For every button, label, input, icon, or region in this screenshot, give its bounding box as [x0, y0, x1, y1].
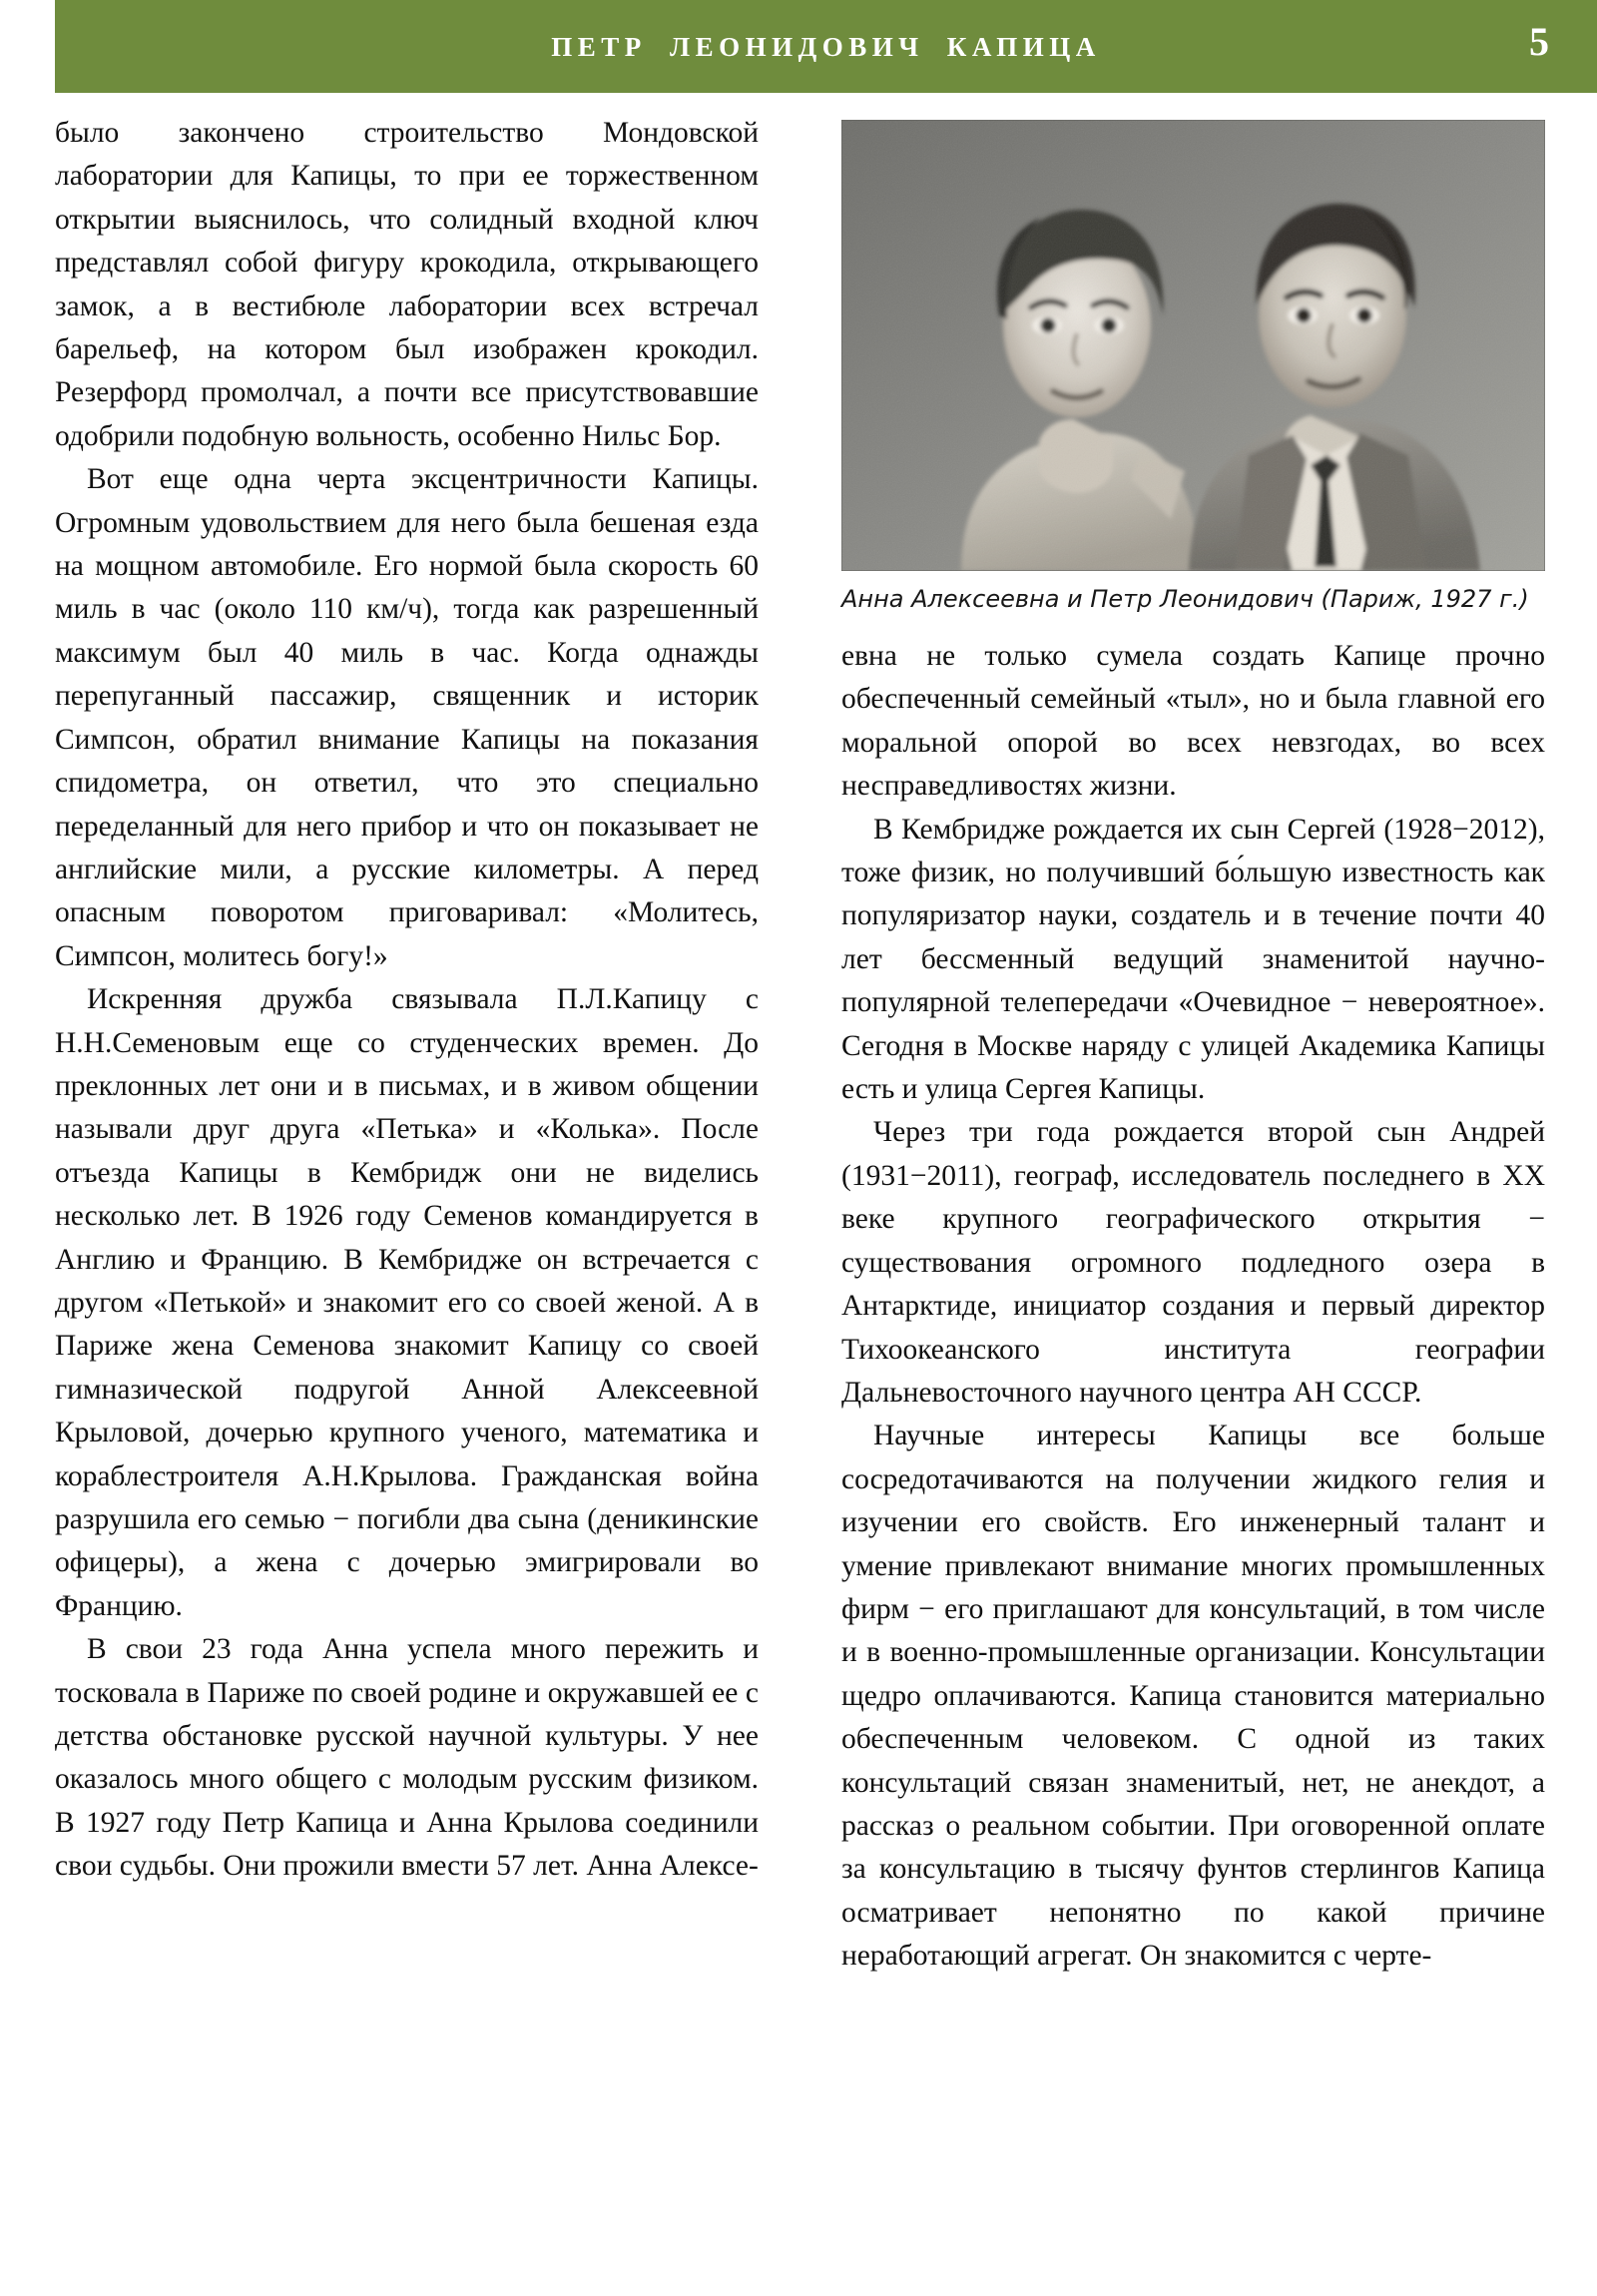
paragraph: В Кембридже рождается их сын Сергей (1928−2012), тоже физик, но получивший бо́льшую известность как популяризатор науки, создатель и в течение почти 40 лет бессменный ведущий знаменитой научно-популярной телепередачи «Очевидное − невероятное». Сегодня в Москве наряду с улицей Академика Капицы есть и улица Сергея Капицы.	[841, 813, 1545, 1106]
running-header-title: ПЕТР ЛЕОНИДОВИЧ КАПИЦА	[551, 32, 1101, 62]
right-column-flow	[841, 635, 1545, 1979]
figure-caption: Анна Алексеевна и Петр Леонидович (Париж, 1927 г.)	[841, 585, 1529, 613]
figure-spacer	[841, 112, 1545, 635]
left-column-flow	[55, 112, 759, 1889]
paragraph: Научные интересы Капицы все больше сосредотачиваются на получении жидкого гелия и изучении его свойств. Его инженерный талант и умение привлекают внимание многих промышленных фирм − его приглашают для консультаций, в том числе и в военно-промышленные организации. Консультации щедро оплачиваются. Капица становится материально обеспеченным человеком. С одной из таких консультаций связан знаменитый, нет, не анекдот, а рассказ о реальном событии. При оговоренной оплате за консультацию в тысячу фунтов стерлингов Капица осматривает непонятно по какой причине неработающий агрегат. Он знакомится с черте-	[841, 1420, 1545, 1973]
paragraph: евна не только сумела создать Капице прочно обеспеченный семейный «тыл», но и была главной его моральной опорой во всех невзгодах, во всех несправедливостях жизни.	[841, 640, 1545, 803]
running-header	[55, 0, 1597, 93]
page-number: 5	[1529, 19, 1549, 64]
paragraph: В свои 23 года Анна успела много пережить и тосковала в Париже по своей родине и окружавшей ее с детства обстановке русской научной культуры. У нее оказалось много общего с молодым русским физиком. В 1927 году Петр Капица и Анна Крылова соединили свои судьбы. Они прожили вмести 57 лет. Анна Алексе-	[55, 1633, 759, 1883]
paragraph: Через три года рождается второй сын Андрей (1931−2011), географ, исследователь последнего в XX веке крупного географического открытия − существования огромного подледного озера в Антарктиде, инициатор создания и первый директор Тихоокеанского института географии Дальневосточного научного центра АН СССР.	[841, 1116, 1545, 1409]
paragraph: Вот еще одна черта эксцентричности Капицы. Огромным удовольствием для него была бешеная езда на мощном автомобиле. Его нормой была скорость 60 миль в час (около 110 км/ч), тогда как разрешенный максимум был 40 миль в час. Когда однажды перепуганный пассажир, священник и историк Симпсон, обратил внимание Капицы на показания спидометра, он ответил, что это специально переделанный для него прибор и что он показывает не английские мили, а русские километры. А перед опасным поворотом приговаривал: «Молитесь, Симпсон, молитесь богу!»	[55, 463, 759, 972]
text-column-right	[841, 112, 1545, 1979]
text-column-left	[55, 112, 759, 1889]
paragraph: Искренняя дружба связывала П.Л.Капицу с Н.Н.Семеновым еще со студенческих времен. До преклонных лет они и в письмах, и в живом общении называли друг друга «Петька» и «Колька». После отъезда Капицы в Кембридж они не виделись несколько лет. В 1926 году Семенов командируется в Англию и Францию. В Кембридже он встречается с другом «Петькой» и знакомит его со своей женой. А в Париже жена Семенова знакомит Капицу со своей гимназической подругой Анной Алексеевной Крыловой, дочерью крупного ученого, математика и кораблестроителя А.Н.Крылова. Гражданская война разрушила его семью − погибли два сына (деникинские офицеры), а жена с дочерью эмигрировали во Францию.	[55, 983, 759, 1622]
paragraph: было закончено строительство Мондовской лаборатории для Капицы, то при ее торжественном открытии выяснилось, что солидный входной ключ представлял собой фигуру крокодила, открывающего замок, а в вестибюле лаборатории всех встречал барельеф, на котором был изображен крокодил. Резерфорд промолчал, а почти все присутствовавшие одобрили подобную вольность, особенно Нильс Бор.	[55, 117, 759, 452]
page-content	[55, 112, 1545, 2288]
